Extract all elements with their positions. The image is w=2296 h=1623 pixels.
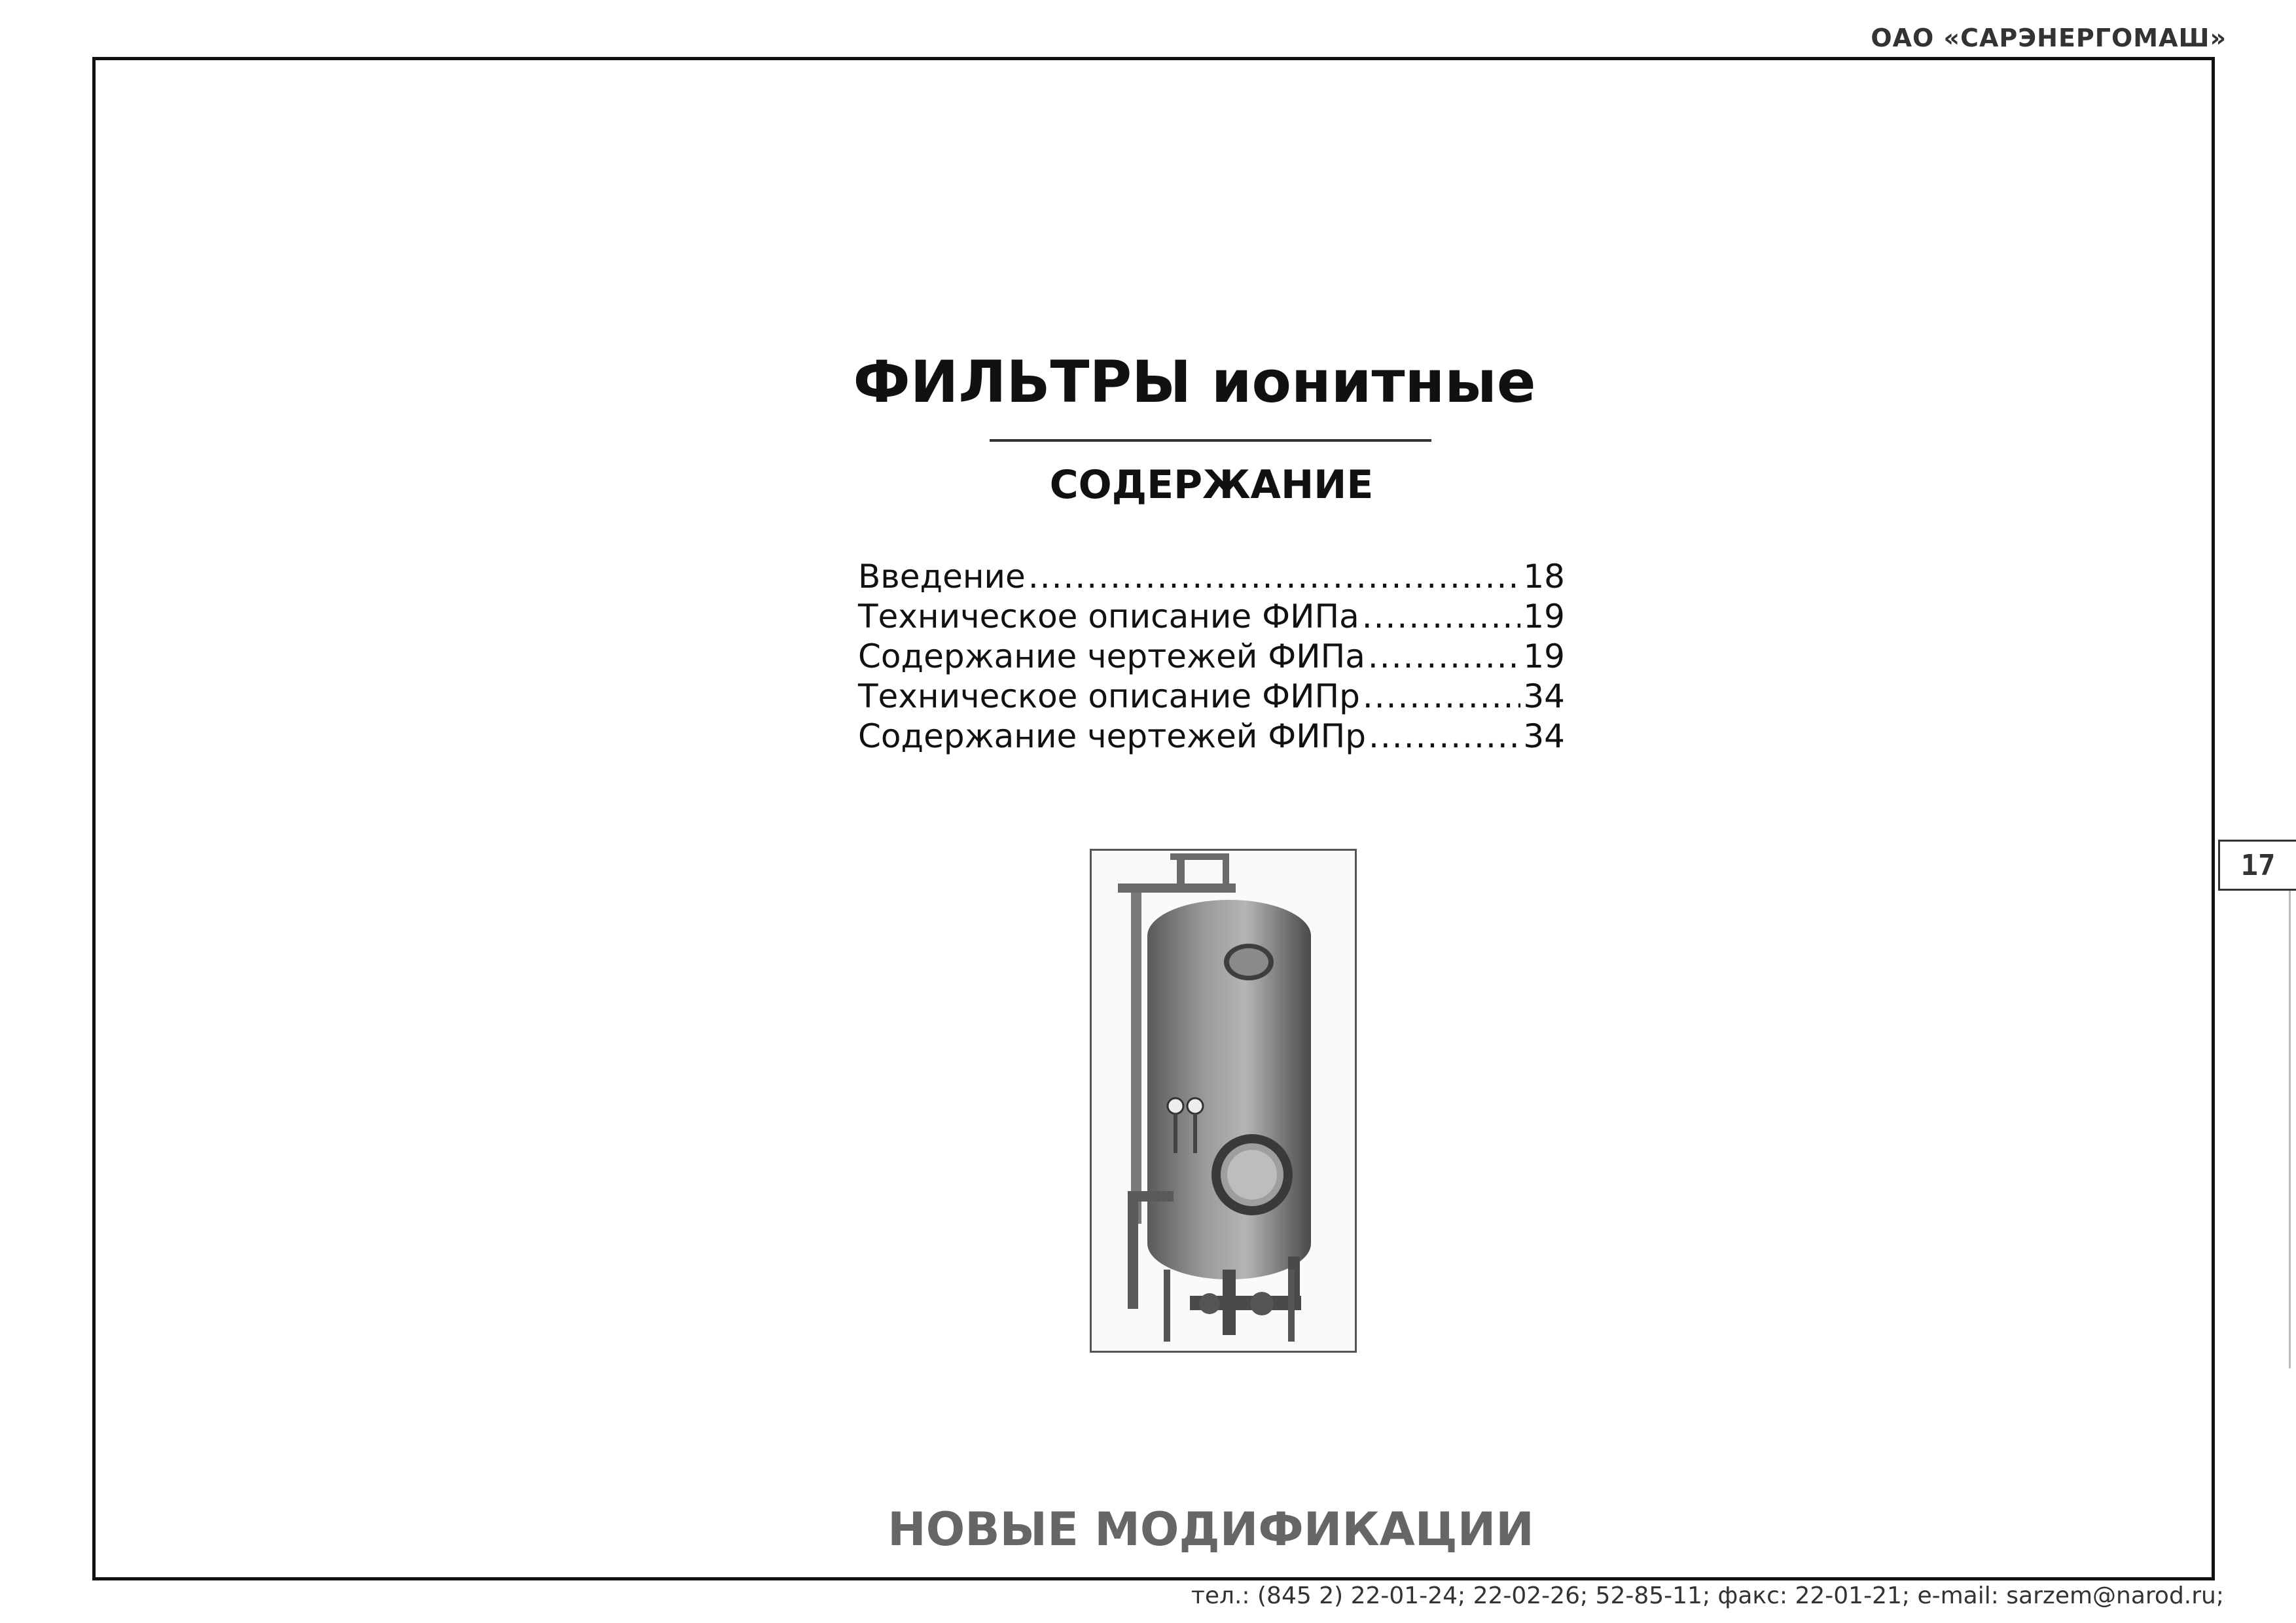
toc-entry-label: Содержание чертежей ФИПр [858,717,1367,755]
toc-entry[interactable] [858,597,1565,637]
filter-photo [1090,849,1357,1353]
new-modifications-heading: НОВЫЕ МОДИФИКАЦИИ [888,1503,1534,1556]
toc-entry-label: Техническое описание ФИПр [858,677,1360,715]
page-number-tab [2218,840,2296,891]
toc-entry-label: Введение [858,558,1026,596]
toc-entry[interactable] [858,557,1565,597]
toc-entry-page: 34 [1523,717,1565,755]
toc-leader-dots [1028,557,1521,597]
toc-leader-dots [1363,677,1521,717]
toc-leader-dots [1368,637,1520,677]
toc-leader-dots [1369,717,1520,757]
toc-entry[interactable] [858,677,1565,717]
page-title: ФИЛЬТРЫ ионитные [853,348,1536,416]
table-of-contents [858,557,1565,757]
toc-entry-label: Техническое описание ФИПа [858,597,1359,635]
contacts-footer: тел.: (845 2) 22-01-24; 22-02-26; 52-85-11; факс: 22-01-21; e-mail: sarzem@narod.ru; [1191,1582,2224,1609]
toc-entry-page: 19 [1523,637,1565,675]
page-tab-edge [2289,891,2291,1368]
toc-entry-label: Содержание чертежей ФИПа [858,637,1365,675]
title-divider [990,439,1431,442]
toc-entry[interactable] [858,637,1565,677]
contents-heading: СОДЕРЖАНИЕ [1049,462,1374,508]
toc-entry-page: 19 [1523,597,1565,635]
toc-entry[interactable] [858,717,1565,757]
toc-entry-page: 18 [1523,558,1565,596]
ion-exchange-filter-illustration [1092,851,1355,1351]
page-number: 17 [2240,848,2276,882]
toc-leader-dots [1362,597,1521,637]
company-name: ОАО «САРЭНЕРГОМАШ» [1871,24,2227,52]
toc-entry-page: 34 [1523,677,1565,715]
